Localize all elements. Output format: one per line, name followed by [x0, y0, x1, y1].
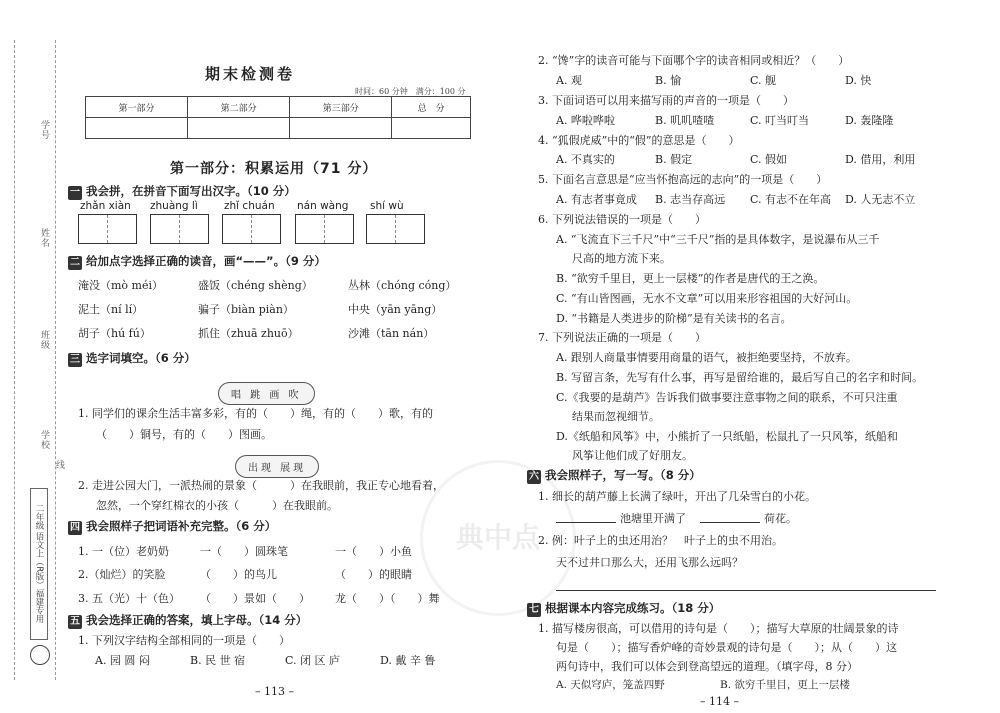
option[interactable]: B. 欲穷千里目，更上一层楼 — [720, 679, 850, 691]
writing-grid[interactable] — [366, 214, 425, 244]
option[interactable]: D. 人无志不立 — [845, 193, 916, 206]
section-5-heading — [68, 612, 307, 629]
option[interactable]: B. 志当存高远 — [655, 193, 726, 206]
section-4-heading — [68, 518, 276, 535]
question-line: 2. 走进公园大门，一派热闹的景象（ ）在我眼前，我正专心地看着， — [78, 479, 444, 492]
option[interactable]: A. 哗啦哗啦 — [556, 114, 615, 127]
binding-strip — [0, 0, 62, 713]
option[interactable]: B. 愉 — [655, 74, 682, 87]
section-title: 选字词填空。（6 分） — [86, 351, 196, 365]
pronunciation-item[interactable]: 胡子（hú fú） — [78, 327, 151, 340]
score-header: 第二部分 — [188, 97, 290, 118]
score-cell[interactable] — [290, 118, 392, 139]
writing-grid[interactable] — [150, 214, 209, 244]
option[interactable]: D. “书籍是人类进步的阶梯”是有关读书的名言。 — [556, 312, 792, 325]
option[interactable]: D. 戴 辛 鲁 — [380, 654, 436, 667]
section-title: 给加点字选择正确的读音，画“——”。（9 分） — [86, 254, 326, 268]
question-line: 5. 下面名言意思是“应当怀抱高远的志向”的一项是（ ） — [538, 173, 828, 186]
score-header: 第三部分 — [290, 97, 392, 118]
fill-item[interactable]: 龙（ ）（ ）舞 — [335, 592, 440, 605]
label-student-id: 学号 — [39, 120, 49, 140]
word-bank: 唱 跳 画 吹 — [218, 382, 315, 405]
option[interactable]: B. “欲穷千里目，更上一层楼”的作者是唐代的王之涣。 — [556, 272, 825, 285]
option[interactable]: A. 观 — [556, 74, 582, 87]
section-7-heading — [527, 600, 720, 617]
pronunciation-item[interactable]: 盛饭（chéng shèng） — [198, 279, 313, 292]
question-line: 两句诗中，我们可以体会到登高望远的道理。（填字母，8 分） — [556, 660, 858, 673]
question-line: 忽然，一个穿红棉衣的小孩（ ）在我眼前。 — [96, 499, 338, 512]
pronunciation-item[interactable]: 沙滩（tān nán） — [348, 327, 435, 340]
writing-grid[interactable] — [222, 214, 281, 244]
fill-item[interactable]: （ ）景如（ ） — [200, 592, 310, 605]
pinyin: zhǎn xiàn — [80, 200, 131, 212]
pronunciation-item[interactable]: 骗子（biàn piàn） — [198, 303, 294, 316]
option[interactable]: A. 不真实的 — [556, 153, 615, 166]
option[interactable]: A. 有志者事竟成 — [556, 193, 637, 206]
score-cell[interactable] — [86, 118, 188, 139]
cut-line — [14, 40, 15, 680]
section-title: 根据课本内容完成练习。（18 分） — [545, 601, 721, 615]
section-number: 二 — [70, 257, 80, 268]
option[interactable]: C.《我要的是葫芦》告诉我们做事要注意事物之间的联系，不可只注重 — [556, 391, 898, 404]
part-heading: 第一部分：积累运用（71 分） — [170, 161, 378, 177]
option[interactable]: D. 借用，利用 — [845, 153, 916, 166]
question-line: 1. 细长的葫芦藤上长满了绿叶，开出了几朵雪白的小花。 — [538, 490, 816, 503]
option[interactable]: B. 叽叽喳喳 — [655, 114, 715, 127]
fill-item[interactable]: 1. 一（位）老奶奶 — [78, 545, 169, 558]
option[interactable]: A. 天似穹庐，笼盖四野 — [556, 679, 665, 691]
score-cell[interactable] — [188, 118, 290, 139]
section-number: 四 — [70, 522, 80, 533]
section-number: 六 — [529, 471, 539, 482]
question-line: 7. 下列说法正确的一项是（ ） — [538, 331, 706, 344]
option[interactable]: B. 民 世 宿 — [190, 654, 246, 667]
fold-line — [55, 40, 56, 680]
brand-logo — [30, 645, 50, 665]
option[interactable]: B. 写留言条，先写有什么事，再写是留给谁的，最后写自己的名字和时间。 — [556, 371, 924, 384]
option[interactable]: C. 闭 区 庐 — [285, 654, 341, 667]
question-line: 1. 描写楼房很高，可以借用的诗句是（ ）；描写大草原的壮阔景象的诗 — [538, 622, 899, 635]
section-title: 我会照样子把词语补充完整。（6 分） — [86, 519, 277, 533]
question-line: （ ）铜号，有的（ ）图画。 — [96, 428, 272, 441]
option[interactable]: C. 有志不在年高 — [750, 193, 832, 206]
fill-item[interactable]: 一（ ）小鱼 — [335, 545, 412, 558]
option-continued: 尺高的地方流下来。 — [572, 252, 671, 265]
question-line: 2. 例：叶子上的虫还用治？ 叶子上的虫不用治。 — [538, 534, 783, 547]
section-1-heading — [68, 183, 296, 200]
question-line: 1. 下列汉字结构全部相同的一项是（ ） — [78, 634, 290, 647]
option[interactable]: D. 快 — [845, 74, 872, 87]
pronunciation-item[interactable]: 泥土（ní lí） — [78, 303, 144, 316]
section-2-heading — [68, 253, 326, 270]
pinyin: zhuàng lì — [150, 200, 198, 212]
writing-grid[interactable] — [295, 214, 354, 244]
score-table — [85, 96, 471, 139]
option[interactable]: A. 跟别人商量事情要用商量的语气，被拒绝要坚持，不放弃。 — [556, 351, 857, 364]
watermark: 典中点 — [420, 460, 576, 616]
pinyin: shí wù — [370, 200, 404, 212]
question-line: 池塘里开满了 — [620, 512, 686, 525]
section-number: 三 — [70, 354, 80, 365]
word-bank: 出现 展现 — [235, 455, 319, 478]
section-6-heading — [527, 467, 701, 484]
fill-item[interactable]: 2.（灿烂）的笑脸 — [78, 568, 166, 581]
option[interactable]: C. 假如 — [750, 153, 788, 166]
spine-label: 二年级 语文上（R版）福建专用 — [30, 488, 48, 640]
option-continued: 结果而忽视细节。 — [572, 410, 660, 423]
pronunciation-item[interactable]: 中央（yān yāng） — [348, 303, 443, 316]
option[interactable]: C. 叮当叮当 — [750, 114, 810, 127]
option[interactable]: A. 园 圆 闷 — [95, 654, 150, 667]
label-name: 姓名 — [39, 228, 49, 248]
option[interactable]: A. “飞流直下三千尺”中“三千尺”指的是具体数字，是说瀑布从三千 — [556, 233, 880, 246]
pinyin: nán wàng — [297, 200, 349, 212]
section-title: 我会选择正确的答案，填上字母。（14 分） — [86, 613, 308, 627]
fill-item[interactable]: （ ）的眼睛 — [335, 568, 412, 581]
option[interactable]: D.《纸船和风筝》中，小熊折了一只纸船，松鼠扎了一只风筝，纸船和 — [556, 430, 898, 443]
section-number: 一 — [70, 187, 80, 198]
pronunciation-item[interactable]: 淹没（mò méi） — [78, 279, 164, 292]
question-line: 2. “馋”字的读音可能与下面哪个字的读音相同或相近？（ ） — [538, 54, 850, 67]
question-line: 1. 同学们的课余生活丰富多彩，有的（ ）绳，有的（ ）歌，有的 — [78, 407, 433, 420]
option[interactable]: C. “有山皆图画，无水不文章”可以用来形容祖国的大好河山。 — [556, 292, 858, 305]
writing-grid[interactable] — [78, 214, 137, 244]
score-header: 第一部分 — [86, 97, 188, 118]
question-line: 4. “狐假虎威”中的“假”的意思是（ ） — [538, 134, 740, 147]
question-line: 荷花。 — [764, 512, 797, 525]
score-header: 总 分 — [392, 97, 471, 118]
side-line-label: 线 — [54, 460, 64, 470]
option[interactable]: C. 舰 — [750, 74, 777, 87]
section-number: 七 — [529, 604, 539, 615]
page-number: – 113 – — [255, 685, 294, 698]
exam-meta: 时间：60 分钟 满分：100 分 — [355, 87, 466, 96]
answer-line[interactable] — [556, 590, 936, 591]
fill-item[interactable]: 3. 五（光）十（色） — [78, 592, 180, 605]
label-class: 班级 — [39, 330, 49, 350]
option-continued: 风筝让他们成了好朋友。 — [572, 449, 693, 462]
fill-item[interactable]: 一（ ）圆珠笔 — [200, 545, 288, 558]
section-title: 我会拼，在拼音下面写出汉字。（10 分） — [86, 184, 296, 198]
question-line: 6. 下列说法错误的一项是（ ） — [538, 213, 706, 226]
question-line: 天不过井口那么大，还用飞那么远吗？ — [556, 556, 743, 569]
page-number: – 114 – — [700, 695, 739, 708]
section-3-heading — [68, 350, 196, 367]
section-title: 我会照样子，写一写。（8 分） — [545, 468, 701, 482]
pinyin: zhǐ chuán — [224, 200, 275, 212]
page-title: 期末检测卷 — [205, 65, 296, 83]
option[interactable]: D. 轰隆隆 — [845, 114, 894, 127]
fill-item[interactable]: （ ）的鸟儿 — [200, 568, 277, 581]
question-line: 3. 下面词语可以用来描写雨的声音的一项是（ ） — [538, 94, 794, 107]
label-school: 学校 — [39, 430, 49, 450]
answer-blank[interactable] — [700, 522, 760, 523]
pronunciation-item[interactable]: 丛林（chóng cóng） — [348, 279, 457, 292]
section-number: 五 — [70, 616, 80, 627]
option[interactable]: B. 假定 — [655, 153, 693, 166]
question-line: 句是（ ）；描写香炉峰的奇妙景观的诗句是（ ）；从（ ）这 — [556, 641, 897, 654]
score-cell[interactable] — [392, 118, 471, 139]
pronunciation-item[interactable]: 抓住（zhuā zhuō） — [198, 327, 299, 340]
